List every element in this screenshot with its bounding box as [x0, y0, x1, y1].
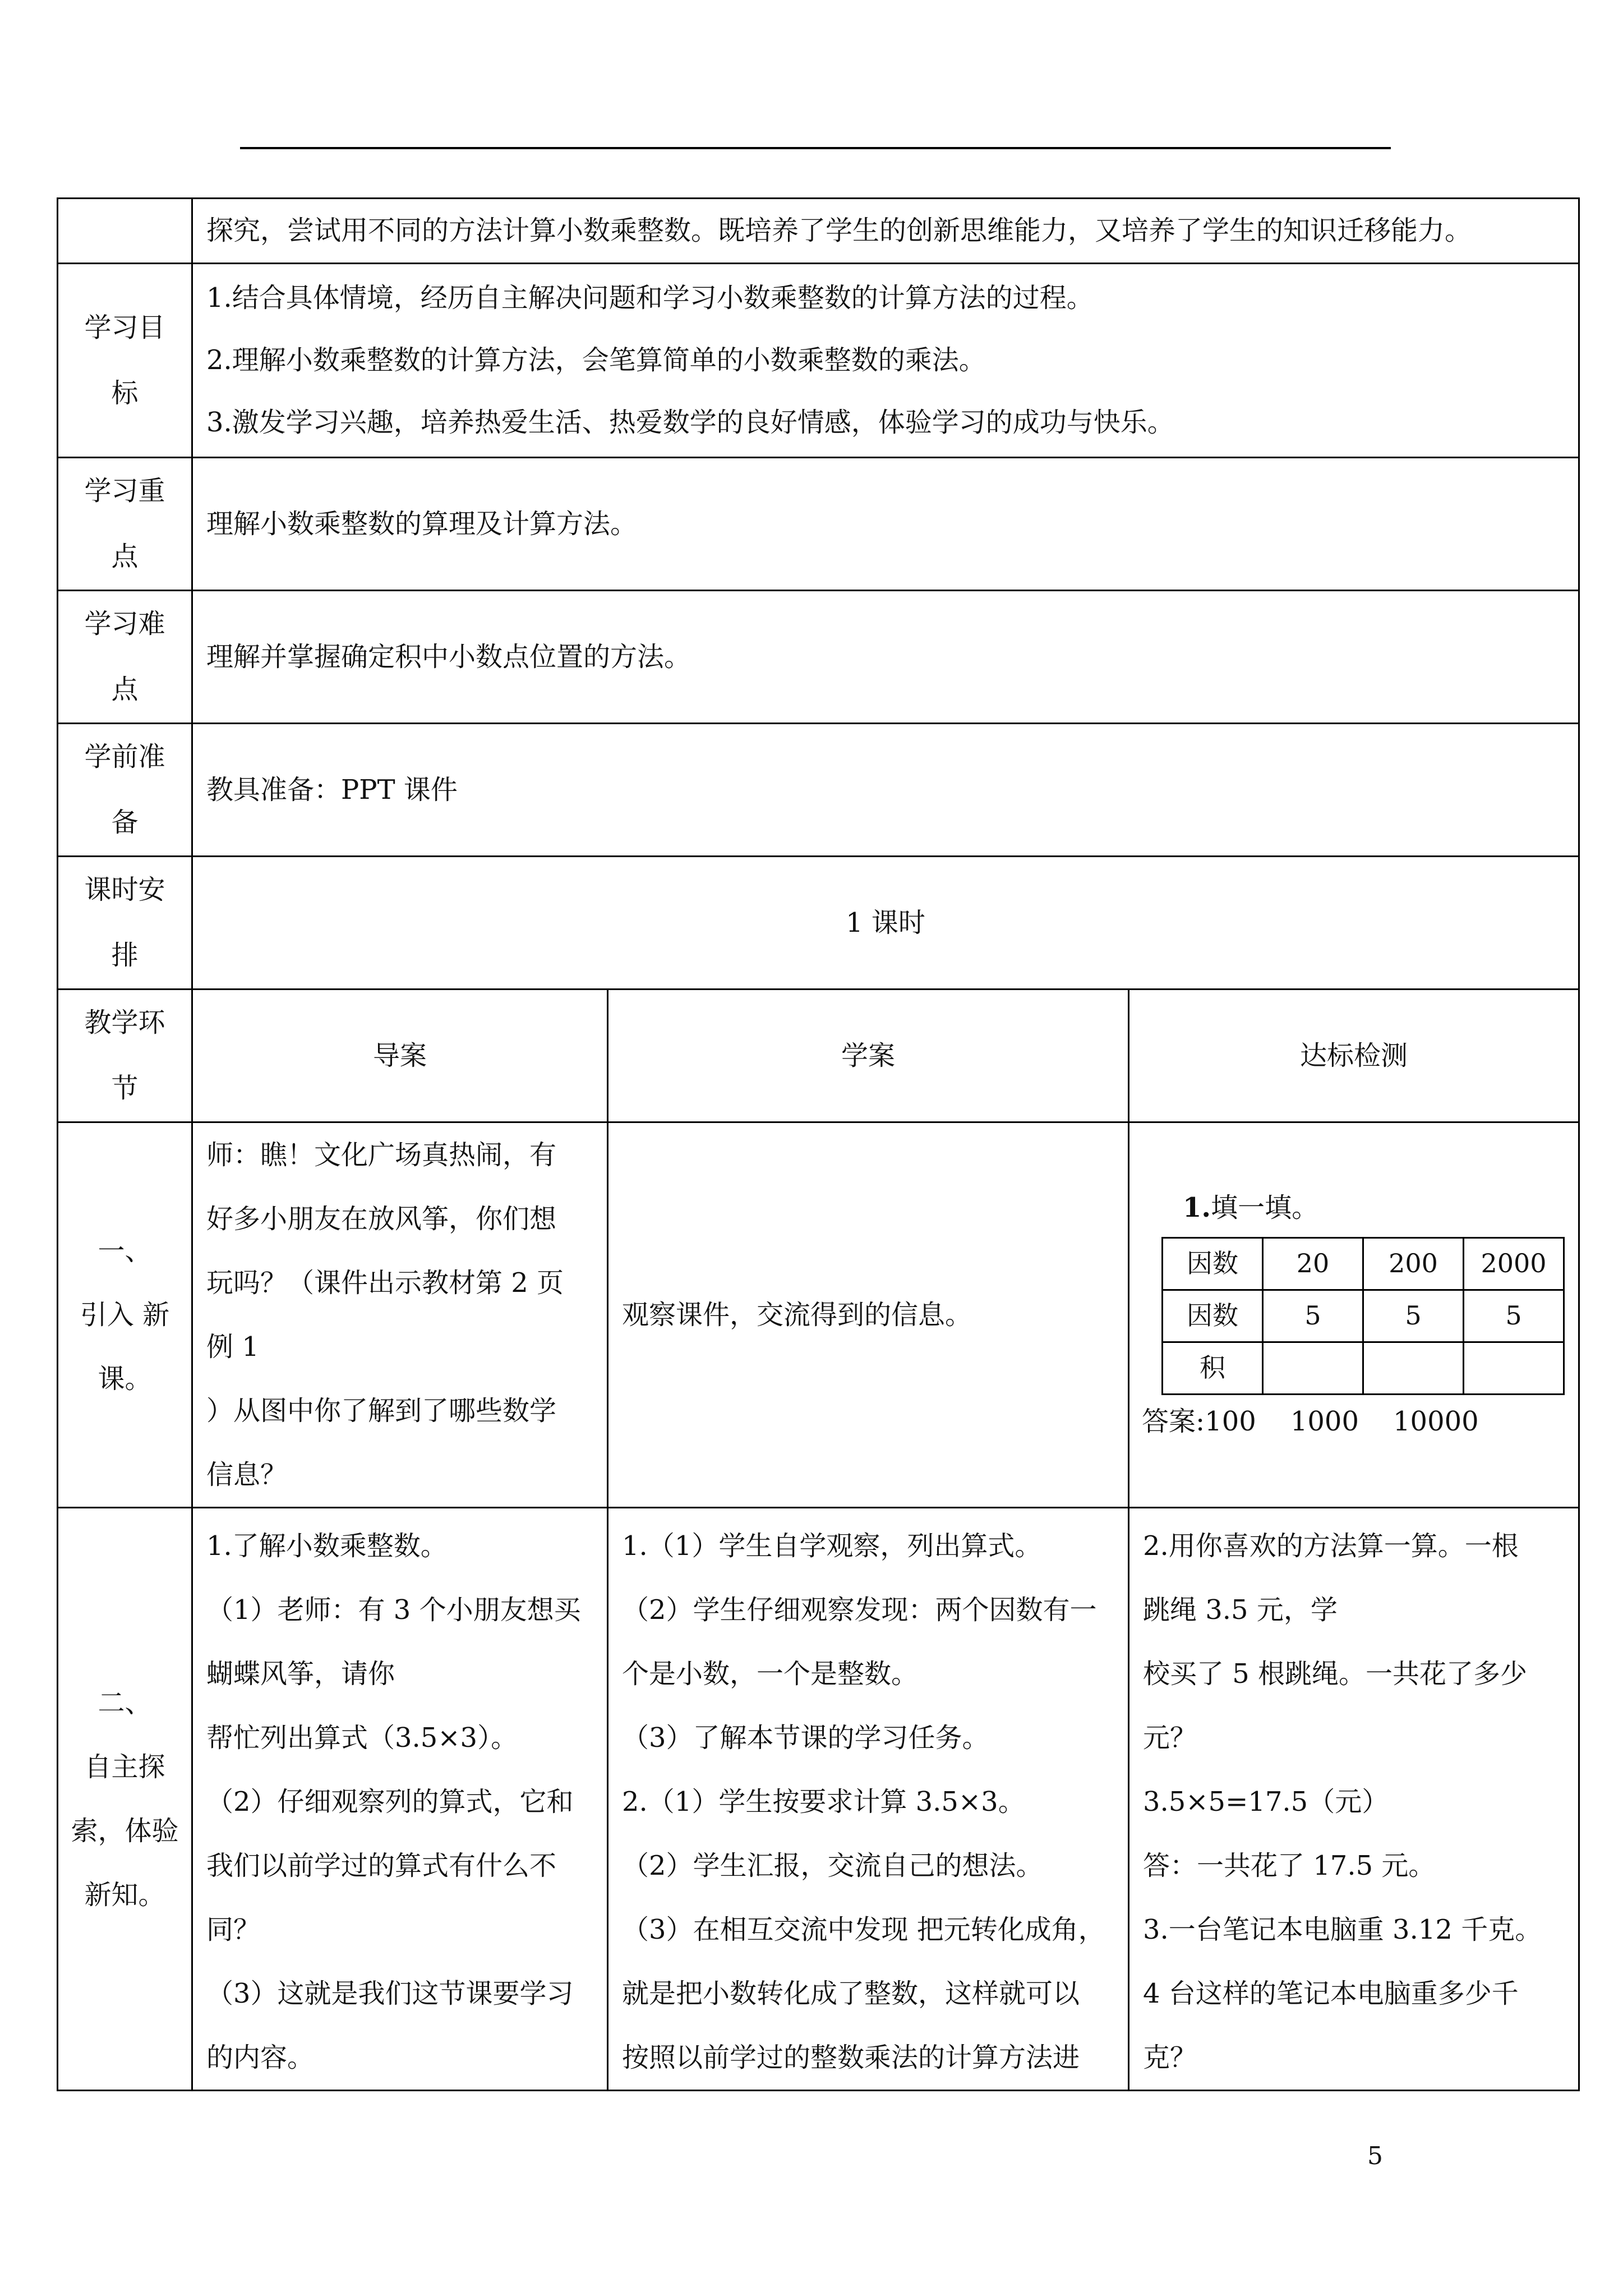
check-line: 4 台这样的笔记本电脑重多少千	[1143, 1978, 1519, 2009]
check-line: 3.5×5=17.5（元）	[1143, 1786, 1389, 1818]
fill-in-blank-cell	[1464, 1342, 1564, 1395]
fill-in-cell: 积	[1163, 1342, 1263, 1395]
goal-item: 2.理解小数乘整数的计算方法，会笔算简单的小数乘整数的乘法。	[206, 344, 986, 376]
preparation-label: 学前准备	[58, 724, 192, 857]
section-2-label-line: 自主探	[84, 1751, 165, 1783]
check-line: 克？	[1143, 2042, 1197, 2073]
fill-in-row	[1163, 1342, 1564, 1395]
section-2-label-line: 新知。	[84, 1879, 165, 1911]
difficulty-content: 理解并掌握确定积中小数点位置的方法。	[192, 591, 1579, 724]
fill-in-row	[1163, 1290, 1564, 1342]
check-line: 2.用你喜欢的方法算一算。一根	[1143, 1530, 1519, 1562]
section-1-label-line: 一、	[98, 1235, 152, 1267]
study-line: （2）学生汇报，交流自己的想法。	[622, 1850, 1043, 1881]
section-2-check	[1129, 1508, 1579, 2091]
goal-item: 1.结合具体情境，经历自主解决问题和学习小数乘整数的计算方法的过程。	[206, 282, 1094, 314]
key-point-content: 理解小数乘整数的算理及计算方法。	[192, 458, 1579, 591]
section-1-check	[1129, 1122, 1579, 1508]
intro-continuation-row	[58, 199, 1579, 264]
study-line: 1.（1）学生自学观察，列出算式。	[622, 1530, 1042, 1562]
empty-label-cell	[58, 199, 192, 264]
study-line: （2）学生仔细观察发现：两个因数有一	[622, 1594, 1097, 1626]
guide-line: （1）老师：有 3 个小朋友想买	[206, 1594, 581, 1626]
guide-line: 好多小朋友在放风筝，你们想	[206, 1203, 557, 1235]
header-rule	[240, 147, 1391, 149]
preparation-content: 教具准备：PPT 课件	[192, 724, 1579, 857]
section-2-study	[608, 1508, 1129, 2091]
goal-item: 3.激发学习兴趣，培养热爱生活、热爱数学的良好情感，体验学习的成功与快乐。	[206, 407, 1174, 438]
section-1-label-line: 引入 新	[80, 1299, 170, 1331]
section-2-row	[58, 1508, 1579, 2091]
fill-in-cell: 20	[1263, 1238, 1363, 1290]
difficulty-row	[58, 591, 1579, 724]
check-line: 3.一台笔记本电脑重 3.12 千克。	[1143, 1914, 1542, 1945]
guide-line: 信息？	[206, 1459, 288, 1490]
column-header-row	[58, 990, 1579, 1122]
guide-column-header: 导案	[192, 990, 608, 1122]
guide-line: 的内容。	[206, 2042, 315, 2073]
fill-in-cell: 2000	[1464, 1238, 1564, 1290]
fill-in-title	[1183, 1191, 1562, 1225]
section-2-label	[58, 1508, 192, 2091]
fill-in-exercise	[1129, 1191, 1578, 1438]
guide-line: （3）这就是我们这节课要学习	[206, 1978, 574, 2009]
check-line: 校买了 5 根跳绳。一共花了多少	[1143, 1658, 1528, 1690]
page-number: 5	[1367, 2142, 1383, 2170]
key-point-label: 学习重点	[58, 458, 192, 591]
schedule-label: 课时安排	[58, 857, 192, 990]
goals-label: 学习目标	[58, 264, 192, 458]
preparation-row	[58, 724, 1579, 857]
study-line: 2.（1）学生按要求计算 3.5×3。	[622, 1786, 1025, 1818]
study-line: 个是小数，一个是整数。	[622, 1658, 919, 1690]
check-column-header: 达标检测	[1129, 990, 1579, 1122]
guide-line: 我们以前学过的算式有什么不	[206, 1850, 557, 1881]
guide-line: 玩吗？（课件出示教材第 2 页	[206, 1267, 564, 1299]
guide-line: 同？	[206, 1914, 261, 1945]
fill-in-title-text: 填一填。	[1211, 1192, 1319, 1224]
guide-line: 帮忙列出算式（3.5×3）。	[206, 1722, 518, 1754]
fill-in-cell: 因数	[1163, 1238, 1263, 1290]
fill-in-blank-cell	[1263, 1342, 1363, 1395]
check-line: 元？	[1143, 1722, 1197, 1754]
section-1-label	[58, 1122, 192, 1508]
guide-line: 蝴蝶风筝，请你	[206, 1658, 395, 1690]
teaching-stage-label: 教学环节	[58, 990, 192, 1122]
section-1-label-line: 课。	[98, 1363, 152, 1395]
difficulty-label: 学习难点	[58, 591, 192, 724]
study-line: （3）在相互交流中发现 把元转化成角，	[622, 1914, 1105, 1945]
fill-in-row	[1163, 1238, 1564, 1290]
section-2-label-line: 索，体验	[71, 1815, 179, 1847]
study-column-header: 学案	[608, 990, 1129, 1122]
fill-in-cell: 因数	[1163, 1290, 1263, 1342]
guide-line: 1.了解小数乘整数。	[206, 1530, 448, 1562]
intro-continuation-text: 探究，尝试用不同的方法计算小数乘整数。既培养了学生的创新思维能力，又培养了学生的知识迁移能力。	[192, 199, 1579, 264]
goals-row	[58, 264, 1579, 458]
guide-line: （2）仔细观察列的算式，它和	[206, 1786, 574, 1818]
section-1-row	[58, 1122, 1579, 1508]
study-line: 就是把小数转化成了整数，这样就可以	[622, 1978, 1080, 2009]
section-1-study: 观察课件，交流得到的信息。	[608, 1122, 1129, 1508]
schedule-content: 1 课时	[192, 857, 1579, 990]
schedule-row	[58, 857, 1579, 990]
fill-in-number: 1.	[1183, 1192, 1211, 1224]
check-line: 答：一共花了 17.5 元。	[1143, 1850, 1436, 1881]
fill-in-blank-cell	[1363, 1342, 1464, 1395]
lesson-plan-table	[57, 197, 1580, 2091]
fill-in-cell: 5	[1263, 1290, 1363, 1342]
guide-line: ）从图中你了解到了哪些数学	[206, 1395, 557, 1427]
section-2-label-line: 二、	[98, 1687, 152, 1719]
key-point-row	[58, 458, 1579, 591]
guide-line: 例 1	[206, 1331, 259, 1363]
section-2-guide	[192, 1508, 608, 2091]
fill-in-answer: 答案:100 1000 10000	[1142, 1406, 1479, 1437]
fill-in-table	[1161, 1237, 1565, 1395]
fill-in-cell: 5	[1464, 1290, 1564, 1342]
section-1-guide	[192, 1122, 608, 1508]
fill-in-cell: 200	[1363, 1238, 1464, 1290]
study-line: （3）了解本节课的学习任务。	[622, 1722, 989, 1754]
fill-in-cell: 5	[1363, 1290, 1464, 1342]
check-line: 跳绳 3.5 元，学	[1143, 1594, 1338, 1626]
study-line: 按照以前学过的整数乘法的计算方法进	[622, 2042, 1080, 2073]
guide-line: 师：瞧！文化广场真热闹，有	[206, 1139, 557, 1171]
goals-content	[192, 264, 1579, 458]
